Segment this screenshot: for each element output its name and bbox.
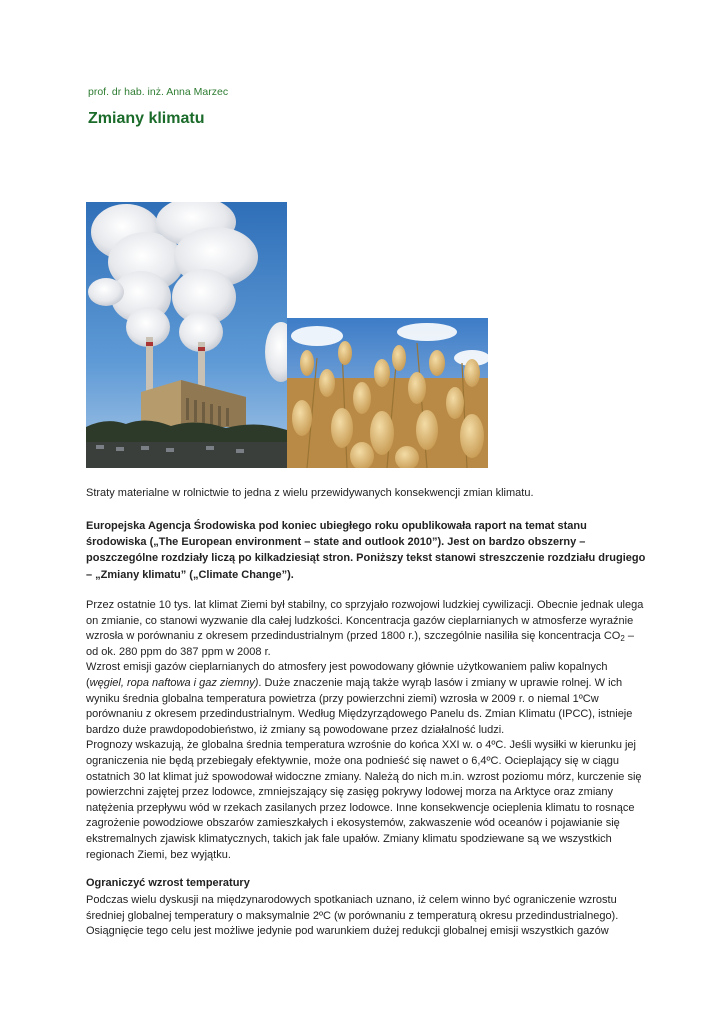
- lead-paragraph: Europejska Agencja Środowiska pod koniec ubiegłego roku opublikowała raport na temat stanu środowiska („The European environment – state and outlook 2010”). Jest on bardzo obszerny – poszczególne rozdziały liczą po kilkadziesiąt stron. Poniższy tekst stanowi streszczenie rozdziału drugiego – „Zmiany klimatu” („Climate Change”).: [86, 520, 646, 581]
- paragraph-2: Wzrost emisji gazów cieplarnianych do atmosfery jest powodowany głównie użytkowaniem paliw kopalnych (węgiel, ropa naftowa i gaz ziemny). Duże znaczenie mają także wyrąb lasów i zmiany w uprawie rolnej. W ich wyniku średnia globalna temperatura powietrza (przy powierzchni ziemi) wzrosła w 2009 r. o niemal 1ºCw porównaniu z okresem przedindustrialnym. Według Międzyrządowego Panelu ds. Zmian Klimatu (IPCC), istnieje bardzo duże prawdopodobieństwo, iż zmiany są powodowane przez działalność ludzi.: [86, 661, 633, 736]
- image-caption: Straty materialne w rolnictwie to jedna z wielu przewidywanych konsekwencji zmian klimatu.: [86, 487, 534, 499]
- article-body: [86, 598, 648, 863]
- paragraph-1: Przez ostatnie 10 tys. lat klimat Ziemi był stabilny, co sprzyjało rozwojowi ludzkiej cywilizacji. Obecnie jednak ulega on zmianie, co stanowi wyzwanie dla całej ludzkości. Koncentracja gazów cieplarnianych w atmosferze wyraźnie wzrosła w porównaniu z okresem przedindustrialnym (przed 1800 r.), szczególnie nasiliła się koncentracja $CO_2$ – od ok. 280 ppm do 387 ppm w 2008 r.: [86, 599, 644, 658]
- article-title: Zmiany klimatu: [88, 110, 205, 127]
- paragraph-3: Prognozy wskazują, że globalna średnia temperatura wzrośnie do końca XXI w. o 4ºC. Jeśli wysiłki w kierunku jej ograniczenia nie będą przebiegały efektywnie, może ona podnieść się nawet o 6,4ºC. Ocieplający się w ciągu ostatnich 30 lat klimat już spowodował widoczne zmiany. Należą do nich m.in. wzrost poziomu mórz, kurczenie się powierzchni zajętej przez lodowce, zmniejszający się zasięg pokrywy lodowej morza na Arktyce oraz zmiany natężenia przepływu wód w rzekach zasilanych przez lodowce. Inne konsekwencje ocieplenia klimatu to rosnące zagrożenie powodziowe obszarów zamieszkałych i ekosystemów, zakwaszenie wód oceanów i pojawianie się ekstremalnych zjawisk klimatycznych, takich jak fale upałów. Zmiany klimatu spodziewane są we wszystkich regionach Ziemi, bez wyjątku.: [86, 739, 642, 861]
- power-plant-smokestacks-icon: [86, 202, 287, 468]
- section-paragraph: Podczas wielu dyskusji na międzynarodowych spotkaniach uznano, iż celem winno być ograniczenie wzrostu średniej globalnej temperatury o maksymalnie 2ºC (w porównaniu z temperaturą okresu przedindustrialnego). Osiągnięcie tego celu jest możliwe jedynie pod warunkiem dużej redukcji globalnej emisji wszystkich gazów: [86, 894, 619, 938]
- author-line: prof. dr hab. inż. Anna Marzec: [88, 86, 229, 98]
- oat-field-icon: [287, 318, 488, 468]
- section-heading: Ograniczyć wzrost temperatury: [86, 877, 250, 889]
